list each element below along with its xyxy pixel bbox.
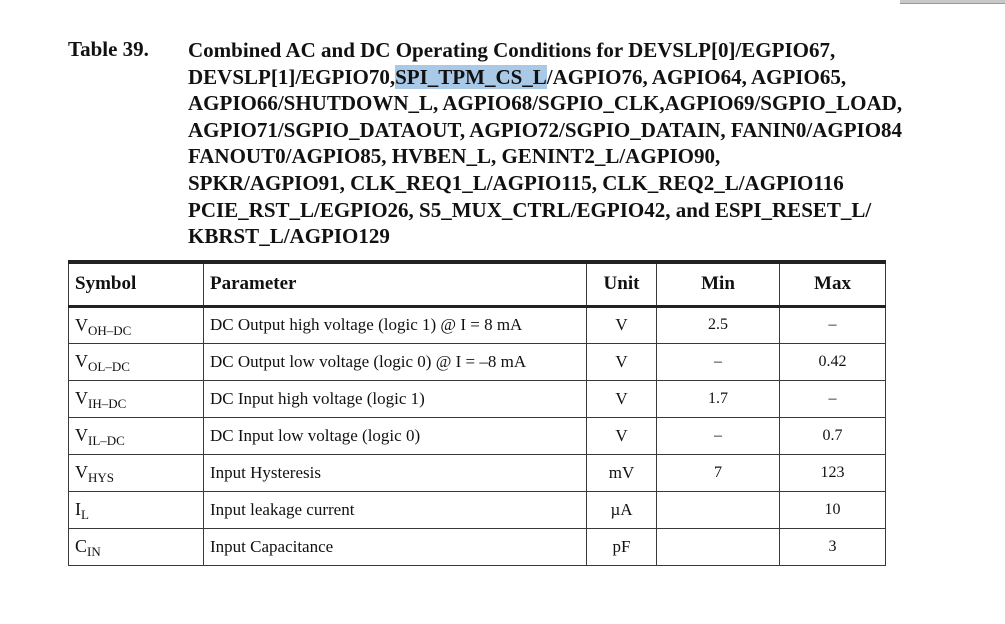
header-unit: Unit	[587, 262, 657, 306]
min-cell: 2.5	[657, 306, 780, 343]
caption-line: SPKR/AGPIO91, CLK_REQ1_L/AGPIO115, CLK_REQ2_L/AGPIO116	[188, 170, 844, 195]
max-cell: 10	[780, 491, 886, 528]
symbol-cell: $V_{OL-DC}$	[69, 343, 204, 380]
parameter-cell: DC Input high voltage (logic 1)	[204, 380, 587, 417]
unit-cell: V	[587, 343, 657, 380]
caption-line: FANOUT0/AGPIO85, HVBEN_L, GENINT2_L/AGPIO90,	[188, 144, 721, 169]
header-min: Min	[657, 262, 780, 306]
min-cell	[657, 528, 780, 565]
caption-line: AGPIO66/SHUTDOWN_L, AGPIO68/SGPIO_CLK,AGPIO69/SGPIO_LOAD,	[188, 91, 903, 116]
header-max: Max	[780, 262, 886, 306]
min-cell: –	[657, 343, 780, 380]
caption-line: Combined AC and DC Operating Conditions for DEVSLP[0]/EGPIO67,	[188, 38, 836, 62]
window-top-edge	[900, 0, 1005, 4]
parameter-cell: DC Output low voltage (logic 0) @ I = –8 mA	[204, 343, 587, 380]
parameter-cell: Input Hysteresis	[204, 454, 587, 491]
table-row	[69, 528, 886, 565]
caption-line: AGPIO71/SGPIO_DATAOUT, AGPIO72/SGPIO_DATAIN, FANIN0/AGPIO84	[188, 117, 903, 142]
table-header-row	[69, 262, 886, 306]
caption-line: PCIE_RST_L/EGPIO26, S5_MUX_CTRL/EGPIO42, and ESPI_RESET_L/	[188, 197, 872, 222]
operating-conditions-table	[68, 260, 886, 566]
table-row	[69, 417, 886, 454]
max-cell: –	[780, 306, 886, 343]
header-symbol: Symbol	[69, 262, 204, 306]
symbol-cell: $V_{OH-DC}$	[69, 306, 204, 343]
symbol-cell: $V_{HYS}$	[69, 454, 204, 491]
max-cell: –	[780, 380, 886, 417]
text-selection-highlight[interactable]: SPI_TPM_CS_L	[395, 64, 547, 89]
caption-line: DEVSLP[1]/EGPIO70,SPI_TPM_CS_L/AGPIO76, AGPIO64, AGPIO65,	[188, 64, 847, 89]
symbol-cell: $I_L$	[69, 491, 204, 528]
symbol-cell: $V_{IH-DC}$	[69, 380, 204, 417]
max-cell: 0.7	[780, 417, 886, 454]
parameter-cell: Input Capacitance	[204, 528, 587, 565]
table-row	[69, 306, 886, 343]
table-row	[69, 454, 886, 491]
symbol-cell: $C_{IN}$	[69, 528, 204, 565]
unit-cell: pF	[587, 528, 657, 565]
unit-cell: µA	[587, 491, 657, 528]
min-cell	[657, 491, 780, 528]
max-cell: 123	[780, 454, 886, 491]
caption-line: KBRST_L/AGPIO129	[188, 224, 390, 249]
table-row	[69, 343, 886, 380]
symbol-cell: $V_{IL-DC}$	[69, 417, 204, 454]
min-cell: 7	[657, 454, 780, 491]
parameter-cell: DC Output high voltage (logic 1) @ I = 8 mA	[204, 306, 587, 343]
unit-cell: V	[587, 417, 657, 454]
table-row	[69, 491, 886, 528]
unit-cell: V	[587, 380, 657, 417]
table-row	[69, 380, 886, 417]
parameter-cell: DC Input low voltage (logic 0)	[204, 417, 587, 454]
max-cell: 0.42	[780, 343, 886, 380]
unit-cell: V	[587, 306, 657, 343]
table-caption	[188, 37, 988, 250]
parameter-cell: Input leakage current	[204, 491, 587, 528]
min-cell: 1.7	[657, 380, 780, 417]
header-parameter: Parameter	[204, 262, 587, 306]
min-cell: –	[657, 417, 780, 454]
max-cell: 3	[780, 528, 886, 565]
unit-cell: mV	[587, 454, 657, 491]
table-number: Table 39.	[68, 37, 149, 61]
